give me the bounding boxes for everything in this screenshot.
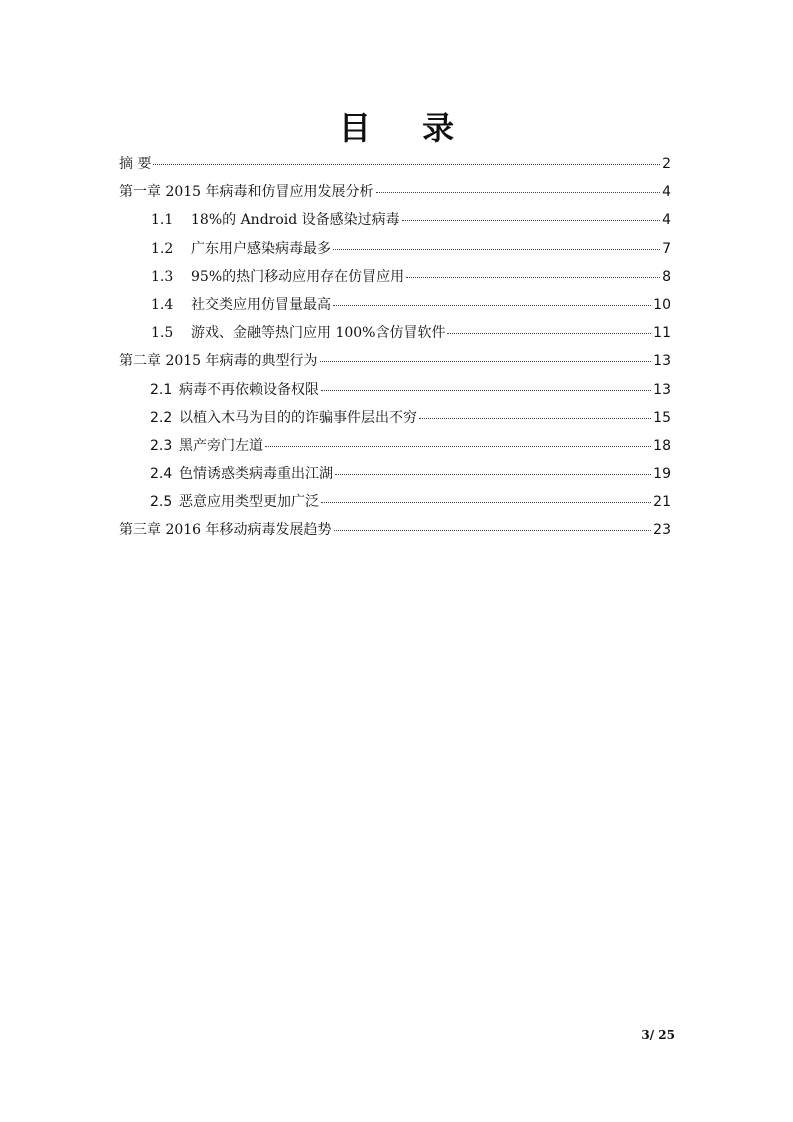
toc-entry-number: 1.4 <box>151 296 174 313</box>
toc-leader-dots <box>334 529 652 531</box>
toc-entry-page: 19 <box>653 466 671 483</box>
toc-entry-page: 8 <box>662 268 671 285</box>
toc-entry-section-1-4[interactable] <box>119 294 671 322</box>
toc-entry-number: 1.2 <box>151 240 174 257</box>
toc-entry-number: 2.1 <box>150 381 173 398</box>
toc-entry-page: 4 <box>662 212 671 229</box>
toc-entry-number: 2.2 <box>150 409 173 426</box>
toc-entry-section-1-3[interactable] <box>119 266 671 294</box>
toc-leader-dots <box>419 417 651 419</box>
toc-entry-number: 2.3 <box>150 437 173 454</box>
toc-entry-label: 18%的 Android 设备感染过病毒 <box>191 212 400 229</box>
toc-entry-number: 1.1 <box>151 212 174 229</box>
toc-entry-label: 黑产旁门左道 <box>179 437 263 454</box>
toc-entry-label: 病毒不再依赖设备权限 <box>179 381 319 398</box>
toc-entry-number: 2.5 <box>150 494 173 511</box>
toc-entry-section-1-5[interactable] <box>119 322 671 350</box>
toc-leader-dots <box>333 248 660 250</box>
toc-leader-dots <box>320 360 652 362</box>
toc-leader-dots <box>321 389 651 391</box>
toc-entry-section-1-1[interactable] <box>119 209 671 237</box>
toc-entry-page: 23 <box>653 522 671 539</box>
toc-leader-dots <box>447 332 651 334</box>
toc-entry-label: 色情诱惑类病毒重出江湖 <box>179 466 333 483</box>
toc-entry-section-2-4[interactable] <box>119 463 671 491</box>
page-title: 目 录 <box>338 109 475 147</box>
toc-entry-abstract[interactable] <box>119 153 671 181</box>
toc-entry-page: 13 <box>653 353 671 370</box>
toc-leader-dots <box>153 163 660 165</box>
toc-leader-dots <box>321 501 651 503</box>
toc-entry-page: 11 <box>653 325 671 342</box>
toc-entry-number: 1.5 <box>151 325 174 342</box>
toc-entry-label: 第一章 2015 年病毒和仿冒应用发展分析 <box>119 184 374 201</box>
table-of-contents <box>119 153 671 548</box>
toc-entry-chapter-2[interactable] <box>119 350 671 378</box>
toc-entry-page: 2 <box>662 156 671 172</box>
toc-entry-number: 1.3 <box>151 268 174 285</box>
toc-entry-chapter-1[interactable] <box>119 181 671 209</box>
toc-entry-page: 7 <box>662 240 671 257</box>
toc-entry-page: 15 <box>653 409 671 426</box>
toc-entry-label: 社交类应用仿冒量最高 <box>191 296 331 313</box>
toc-entry-label: 第二章 2015 年病毒的典型行为 <box>119 353 318 370</box>
toc-leader-dots <box>376 191 661 193</box>
toc-entry-label: 游戏、金融等热门应用 100%含仿冒软件 <box>191 325 446 342</box>
toc-entry-label: 广东用户感染病毒最多 <box>191 240 331 257</box>
toc-entry-page: 4 <box>662 184 671 201</box>
toc-entry-chapter-3[interactable] <box>119 519 671 547</box>
toc-entry-label: 以植入木马为目的的诈骗事件层出不穷 <box>179 409 417 426</box>
toc-entry-page: 18 <box>653 437 671 454</box>
toc-entry-label: 95%的热门移动应用存在仿冒应用 <box>191 268 405 285</box>
toc-entry-section-2-5[interactable] <box>119 491 671 519</box>
toc-entry-section-2-2[interactable] <box>119 407 671 435</box>
toc-entry-number: 2.4 <box>150 466 173 483</box>
toc-entry-section-2-1[interactable] <box>119 379 671 407</box>
toc-entry-label: 第三章 2016 年移动病毒发展趋势 <box>119 522 332 539</box>
toc-entry-label: 恶意应用类型更加广泛 <box>179 494 319 511</box>
page-number: 3/ 25 <box>641 1028 675 1042</box>
toc-entry-page: 13 <box>653 381 671 398</box>
toc-entry-label: 摘 要 <box>119 156 152 172</box>
toc-leader-dots <box>265 445 651 447</box>
toc-entry-page: 10 <box>653 296 671 313</box>
toc-leader-dots <box>335 473 651 475</box>
toc-entry-page: 21 <box>653 494 671 511</box>
toc-leader-dots <box>333 304 651 306</box>
toc-entry-section-1-2[interactable] <box>119 238 671 266</box>
toc-leader-dots <box>406 276 660 278</box>
toc-entry-section-2-3[interactable] <box>119 435 671 463</box>
toc-leader-dots <box>402 219 660 221</box>
